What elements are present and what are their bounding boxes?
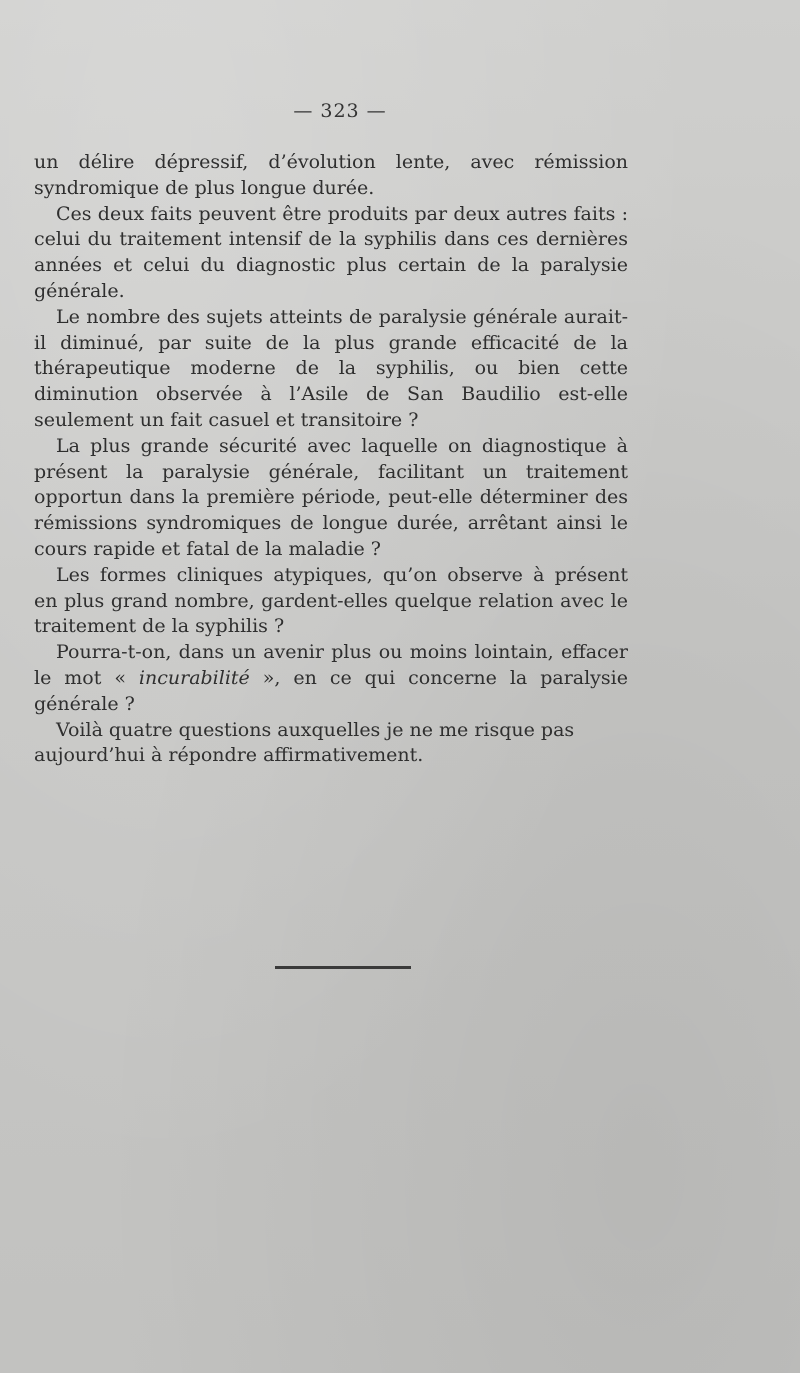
paragraph: Les formes cliniques atypiques, qu’on observe à présent en plus grand nombre, gardent-elles quelque relation avec le traitement de la syphilis ? bbox=[34, 563, 628, 638]
paragraph-with-emphasis bbox=[34, 640, 628, 717]
paragraph: Le nombre des sujets atteints de paralysie générale aurait-il diminué, par suite de la plus grande efficacité de la thérapeutique moderne de la syphilis, ou bien cette diminution observée à l’Asile de San Baudilio est-elle seulement un fait casuel et transitoire ? bbox=[34, 305, 628, 431]
paragraph-text-before: Pourra-t-on, dans un avenir plus ou moins lointain, effacer le mot « bbox=[34, 641, 628, 689]
paragraph: La plus grande sécurité avec laquelle on diagnostique à présent la paralysie générale, facilitant un traitement opportun dans la première période, peut-elle déterminer des rémissions syndromiques de longue durée, arrêtant ainsi le cours rapide et fatal de la maladie ? bbox=[34, 434, 628, 560]
paragraph-continuation: un délire dépressif, d’évolution lente, avec rémission syndromique de plus longue durée. bbox=[34, 151, 628, 199]
body-text bbox=[34, 150, 628, 769]
emphasized-word: incurabilité bbox=[138, 666, 250, 689]
paragraph-text-after: », en ce qui concerne la paralysie générale ? bbox=[34, 666, 628, 715]
page-number: — 323 — bbox=[293, 100, 387, 122]
paragraph-final: Voilà quatre questions auxquelles je ne me risque pas aujourd’hui à répondre affirmativement. bbox=[34, 718, 575, 767]
paragraph: Ces deux faits peuvent être produits par deux autres faits : celui du traitement intensif de la syphilis dans ces dernières années et celui du diagnostic plus certain de la paralysie générale. bbox=[34, 202, 628, 302]
end-of-chapter-rule bbox=[275, 966, 411, 969]
